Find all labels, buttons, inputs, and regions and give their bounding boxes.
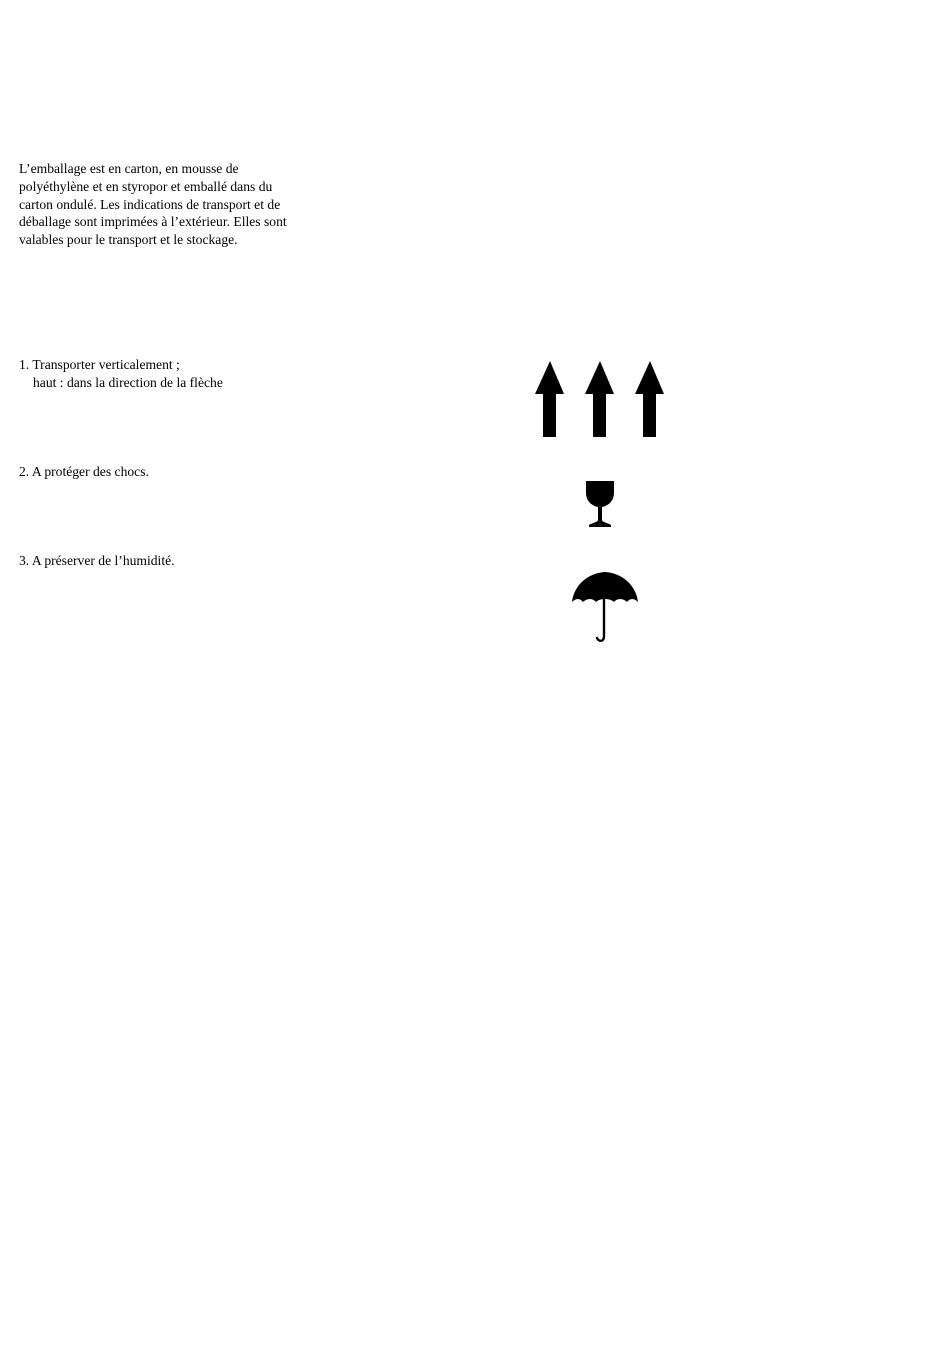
instruction-line (19, 552, 175, 570)
instruction-item-keep-dry (19, 552, 175, 570)
instruction-number: 3. (19, 553, 30, 568)
this-way-up-arrows-icon (532, 358, 668, 440)
packaging-description (19, 160, 299, 249)
arrow-up-icon (535, 361, 564, 437)
instruction-line (19, 463, 149, 481)
keep-dry-umbrella-icon (570, 570, 640, 646)
instruction-line (19, 356, 223, 374)
instruction-item-upright (19, 356, 223, 392)
intro-paragraph: L’emballage est en carton, en mousse de polyéthylène et en styropor et emballé dans du carton ondulé. Les indications de transport et de déballage sont imprimées à l’extérieur. Elles sont valables pour le transport et le stockage. (19, 161, 287, 248)
instruction-number: 1. (19, 357, 30, 372)
fragile-glass-icon (583, 479, 617, 529)
instruction-text: Transporter verticalement ; (32, 357, 180, 372)
instruction-number: 2. (19, 464, 30, 479)
instruction-text-continued: haut : dans la direction de la flèche (33, 375, 223, 390)
arrow-up-icon (585, 361, 614, 437)
instruction-text: A protéger des chocs. (31, 464, 149, 479)
arrow-up-icon (635, 361, 664, 437)
instruction-item-fragile (19, 463, 149, 481)
instruction-text: A préserver de l’humidité. (31, 553, 175, 568)
